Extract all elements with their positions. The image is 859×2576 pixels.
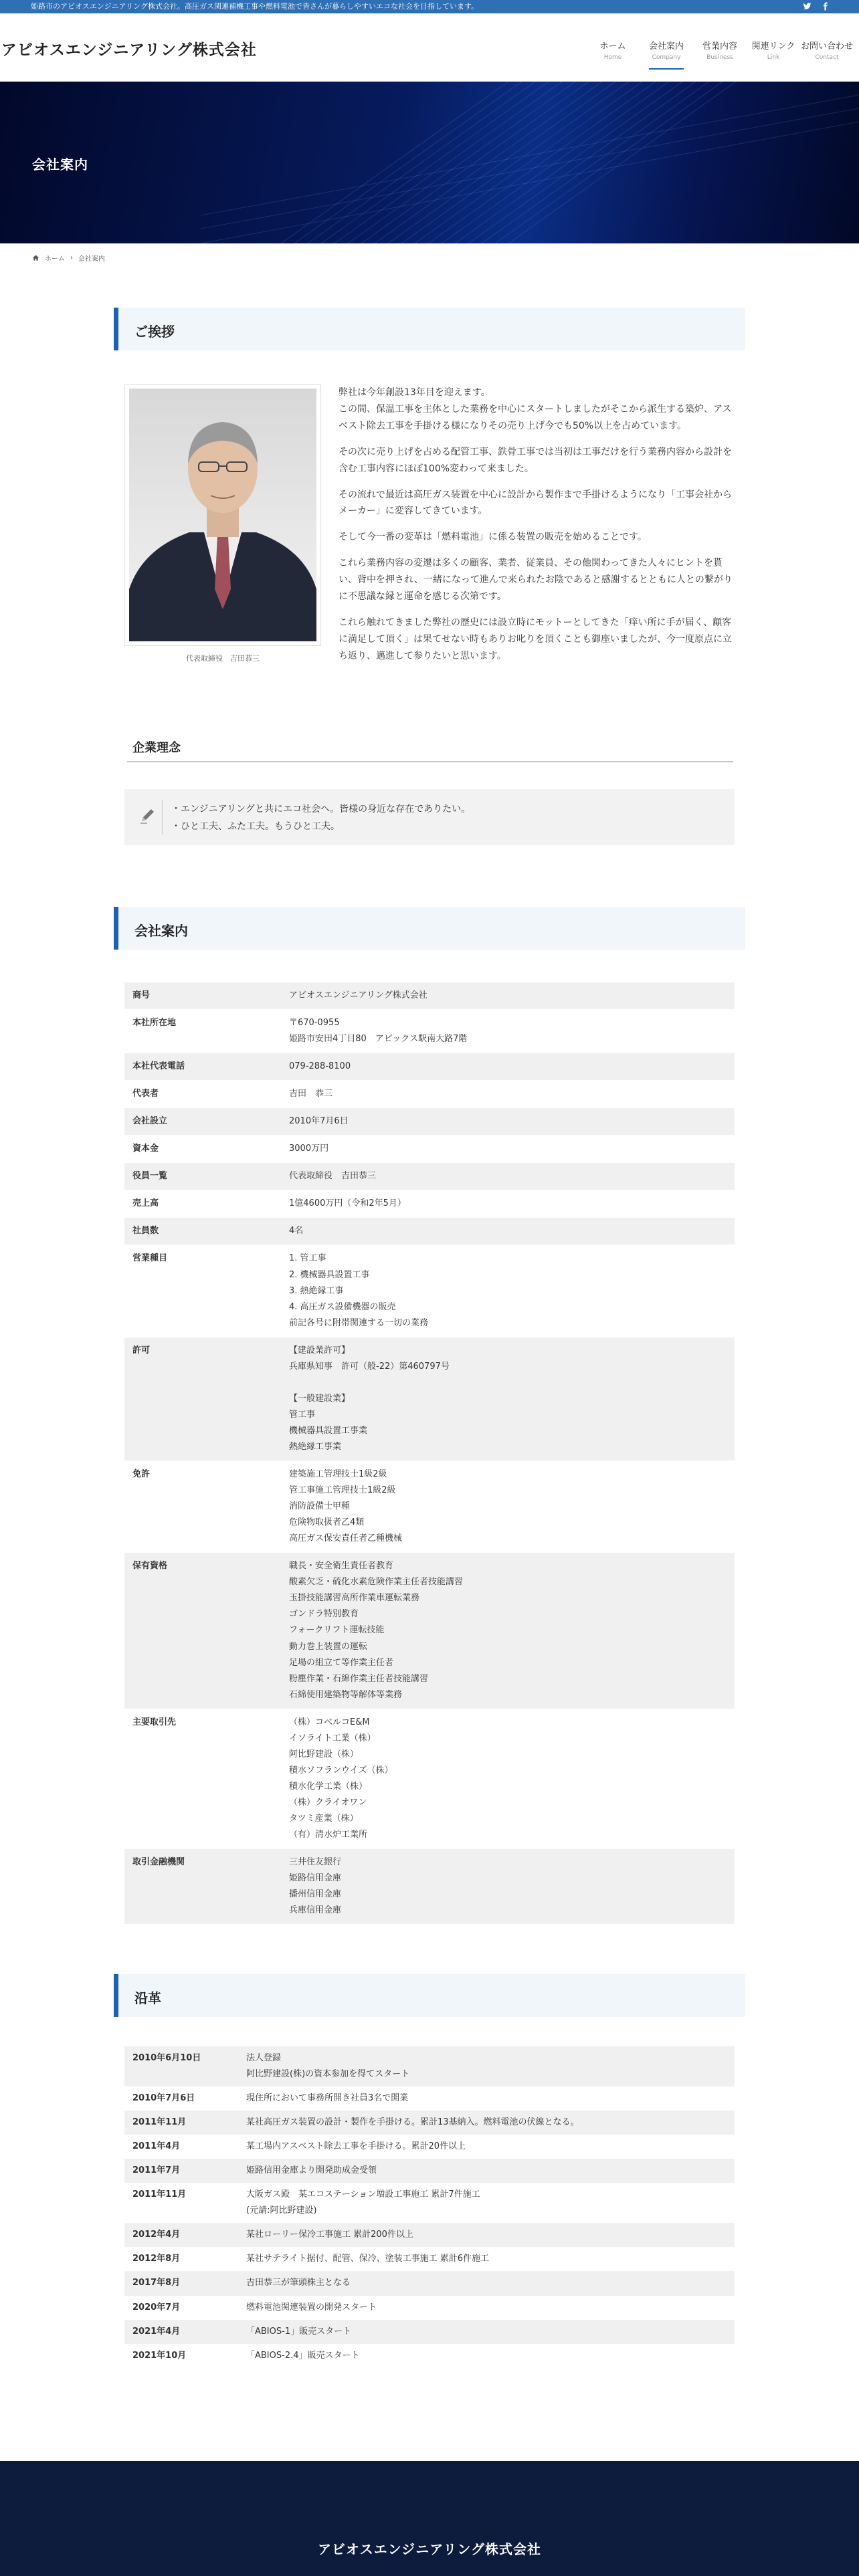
value-line: （株）クライオワン <box>289 1797 367 1808</box>
value-line: 1. 管工事 <box>289 1253 326 1264</box>
value-line: 高圧ガス保安責任者乙種機械 <box>289 1533 403 1544</box>
greeting-paragraph: その次に売り上げを占める配管工事、鉄骨工事では当初は工事だけを行う業務内容から設計を含む工事内容にほぼ100%変わって来ました。 <box>339 446 732 474</box>
row-value <box>238 2111 735 2135</box>
row-value <box>238 2223 735 2247</box>
value-line: 粉塵作業・石綿作業主任者技能講習 <box>289 1673 429 1684</box>
value-line: 兵庫県知事 許可（般-22）第460797号 <box>289 1361 450 1372</box>
value-line: 機械器具設置工事業 <box>289 1425 368 1436</box>
breadcrumb-current: 会社案内 <box>78 255 105 263</box>
value-line: ゴンドラ特別教育 <box>289 1609 359 1620</box>
row-label: 免許 <box>124 1461 281 1553</box>
top-strip <box>0 0 859 13</box>
history-row <box>124 2296 735 2320</box>
subheading-title: 企業理念 <box>132 741 181 755</box>
value-line: 2010年7月6日 <box>289 1116 349 1127</box>
row-value <box>238 2159 735 2183</box>
value-line: 足場の組立て等作業主任者 <box>289 1657 394 1668</box>
value-line: 吉田 恭三 <box>289 1089 333 1099</box>
value-line: （株）コベルコE&M <box>289 1717 370 1727</box>
nav-item-link[interactable] <box>747 39 800 61</box>
nav-sublabel: Link <box>767 54 780 61</box>
history-row <box>124 2086 735 2111</box>
row-value <box>238 2247 735 2271</box>
row-label: 保有資格 <box>124 1553 281 1709</box>
value-line: 某工場内アスベスト除去工事を手掛ける。累計20件以上 <box>246 2141 466 2152</box>
greeting-paragraph: これら触れてきました弊社の歴史には設立時にモットーとしてきた「痒い所に手が届く、顧客に満足して頂く」は果てせない時もありお叱りを頂くことも御座いましたが、今一度原点に立ち返り、邁進して参りたいと思います。 <box>339 617 732 661</box>
row-value <box>238 2344 735 2368</box>
row-value <box>238 2135 735 2159</box>
history-row <box>124 2247 735 2271</box>
row-value <box>281 1108 735 1136</box>
row-label: 2011年11月 <box>124 2111 238 2135</box>
breadcrumb <box>32 253 105 263</box>
row-label: 社員数 <box>124 1218 281 1245</box>
divider <box>162 800 163 835</box>
value-line: 1億4600万円（令和2年5月） <box>289 1198 406 1209</box>
row-value <box>281 1081 735 1108</box>
row-label: 代表者 <box>124 1081 281 1108</box>
row-label: 役員一覧 <box>124 1163 281 1190</box>
nav-label: ホーム <box>599 41 626 51</box>
value-line: 阿比野建設(株)の資本参加を得てスタート <box>246 2069 410 2080</box>
history-row <box>124 2344 735 2368</box>
site-logo[interactable]: アビオスエンジニアリング株式会社 <box>1 41 257 59</box>
company-row <box>124 1136 735 1163</box>
row-value <box>281 1163 735 1190</box>
company-row <box>124 1190 735 1218</box>
company-table <box>124 982 735 1925</box>
value-line: 建築施工管理技士1級2級 <box>289 1469 387 1480</box>
company-row <box>124 1163 735 1190</box>
row-value <box>281 1849 735 1925</box>
row-label: 本社所在地 <box>124 1010 281 1053</box>
row-label: 2021年4月 <box>124 2320 238 2344</box>
nav-item-home[interactable] <box>586 39 640 61</box>
history-row <box>124 2111 735 2135</box>
row-label: 2012年8月 <box>132 2254 181 2264</box>
facebook-icon[interactable] <box>821 2 830 11</box>
row-label: 2020年7月 <box>132 2302 181 2313</box>
value-line: 消防設備士甲種 <box>289 1501 351 1512</box>
row-label: 許可 <box>124 1337 281 1461</box>
company-row <box>124 1108 735 1136</box>
greeting-paragraph: その流れで最近は高圧ガス装置を中心に設計から製作まで手掛けるようになり「工事会社からメーカー」に変容してきています。 <box>339 489 732 517</box>
row-label: 2012年4月 <box>124 2223 238 2247</box>
row-label: 2010年6月10日 <box>124 2046 238 2086</box>
company-row <box>124 1337 735 1461</box>
value-line: 大阪ガス殿 某エコステーション増設工事施工 累計7件施工 <box>246 2189 480 2200</box>
page-hero <box>0 82 859 243</box>
row-value <box>281 1136 735 1163</box>
value-line: 播州信用金庫 <box>289 1889 342 1900</box>
value-line: 3. 熱絶縁工事 <box>289 1285 344 1296</box>
value-line: 姫路信用金庫 <box>289 1873 342 1884</box>
president-photo-frame <box>124 384 321 646</box>
company-row <box>124 1461 735 1553</box>
row-label: 取引金融機関 <box>124 1849 281 1925</box>
history-row <box>124 2223 735 2247</box>
top-strip-text: 姫路市のアビオスエンジニアリング株式会社。高圧ガス関連補機工事や燃料電池で皆さんが暮らしやすいエコな社会を目指しています。 <box>31 2 479 11</box>
value-line: イソライト工業（株） <box>289 1733 376 1743</box>
value-line: 三井住友銀行 <box>289 1857 342 1868</box>
value-line: 「ABIOS-2.4」販売スタート <box>246 2350 360 2361</box>
value-line: 危険物取扱者乙4類 <box>289 1517 365 1528</box>
breadcrumb-home[interactable]: ホーム <box>45 255 65 263</box>
value-line: 〒670-0955 <box>289 1018 340 1029</box>
footer-company-name: アビオスエンジニアリング株式会社 <box>317 2541 542 2557</box>
history-row <box>124 2320 735 2344</box>
value-line: 【建設業許可】 <box>289 1345 351 1356</box>
nav-label: 営業内容 <box>702 41 737 51</box>
main-nav <box>586 39 854 61</box>
value-line: 職長・安全衛生責任者教育 <box>289 1561 394 1572</box>
value-line: 管工事施工管理技士1級2級 <box>289 1485 396 1496</box>
row-label: 本社代表電話 <box>124 1053 281 1081</box>
nav-label: 関連リンク <box>751 41 795 51</box>
site-footer <box>0 2461 859 2576</box>
row-label: 営業種目 <box>124 1245 281 1337</box>
value-line: 法人登録 <box>246 2053 282 2063</box>
row-value <box>281 1190 735 1218</box>
value-line: 代表取締役 吉田恭三 <box>289 1171 377 1182</box>
history-table <box>124 2046 735 2368</box>
value-line: 【一般建設業】 <box>289 1393 351 1404</box>
section-heading-history <box>114 1974 745 2017</box>
home-icon <box>32 254 39 261</box>
row-label: 2011年11月 <box>132 2189 187 2200</box>
philosophy-line: ・ひと工夫、ふた工夫。もうひと工夫。 <box>171 821 340 832</box>
value-line: 熱絶縁工事業 <box>289 1441 342 1452</box>
history-row <box>124 2159 735 2183</box>
value-line: 姫路信用金庫より開発助成金受領 <box>246 2165 377 2176</box>
value-line: 某社サテライト据付、配管、保冷、塗装工事施工 累計6件施工 <box>246 2254 490 2264</box>
value-line: (元請:阿比野建設) <box>246 2206 317 2216</box>
value-line <box>289 1375 727 1391</box>
value-line: 姫路市安田4丁目80 アピックス駅南大路7階 <box>289 1034 468 1045</box>
value-line: フォークリフト運転技能 <box>289 1625 385 1636</box>
value-line: 4名 <box>289 1226 304 1237</box>
row-label: 主要取引先 <box>124 1709 281 1848</box>
row-label: 2011年4月 <box>132 2141 181 2152</box>
history-row <box>124 2183 735 2223</box>
value-line: 玉掛技能講習高所作業車運転業務 <box>289 1593 420 1604</box>
twitter-icon[interactable] <box>803 2 812 11</box>
history-row <box>124 2135 735 2159</box>
section-heading-company <box>114 907 745 950</box>
value-line: 兵庫信用金庫 <box>289 1905 342 1916</box>
section-heading-greeting <box>114 308 745 350</box>
row-value <box>238 2296 735 2320</box>
row-value <box>281 1337 735 1461</box>
value-line: 某社ローリー保冷工事施工 累計200件以上 <box>246 2230 413 2240</box>
president-portrait <box>129 389 316 641</box>
philosophy-lines <box>171 801 470 836</box>
row-value <box>238 2271 735 2295</box>
value-line: タツミ産業（株） <box>289 1813 359 1824</box>
breadcrumb-separator: › <box>70 254 73 261</box>
value-line: 3000万円 <box>289 1144 329 1154</box>
section-title: 会社案内 <box>134 923 188 939</box>
value-line: （有）清水炉工業所 <box>289 1830 368 1840</box>
company-row <box>124 982 735 1010</box>
philosophy-line: ・エンジニアリングと共にエコ社会へ。皆様の身近な存在でありたい。 <box>171 804 471 815</box>
value-line: 石綿使用建築物等解体等業務 <box>289 1689 403 1700</box>
nav-item-company[interactable] <box>640 39 693 61</box>
photo-caption: 代表取締役 吉田恭三 <box>186 654 260 663</box>
company-row <box>124 1553 735 1709</box>
value-line: 動力巻上装置の運転 <box>289 1641 368 1652</box>
value-line: 積水化学工業（株） <box>289 1781 368 1792</box>
subheading-philosophy <box>127 736 733 762</box>
social-links <box>803 0 830 11</box>
philosophy-box <box>124 789 735 845</box>
row-value <box>281 1010 735 1053</box>
row-value <box>281 1053 735 1081</box>
president-photo <box>129 389 316 641</box>
row-value <box>281 1553 735 1709</box>
greeting-paragraph: そして今一番の変革は「燃料電池」に係る装置の販売を始めることです。 <box>339 532 647 543</box>
site-header <box>0 13 859 82</box>
value-line: 4. 高圧ガス設備機器の販売 <box>289 1301 396 1312</box>
value-line: 燃料電池関連装置の開発スタート <box>246 2302 377 2313</box>
company-row <box>124 1709 735 1848</box>
company-row <box>124 1053 735 1081</box>
row-label: 2010年7月6日 <box>132 2093 195 2104</box>
company-row <box>124 1849 735 1925</box>
hero-decoration <box>0 82 859 243</box>
value-line: 現住所において事務所開き社員3名で開業 <box>246 2093 409 2104</box>
company-row <box>124 1010 735 1053</box>
value-line: アビオスエンジニアリング株式会社 <box>289 990 427 1000</box>
row-label: 2017年8月 <box>124 2271 238 2295</box>
greeting-paragraph: これら業務内容の変遷は多くの顧客、業者、従業員、その他関わってきた人々にヒントを貰い、背中を押され、一緒になって進んで来られたお陰であると感謝するとともに人との繋がりに不思議な縁と運命を感じる次第です。 <box>339 558 733 603</box>
nav-sublabel: Company <box>652 54 681 61</box>
row-label: 2011年7月 <box>124 2159 238 2183</box>
row-value <box>238 2046 735 2086</box>
row-label: 会社設立 <box>124 1108 281 1136</box>
history-row <box>124 2271 735 2295</box>
company-row <box>124 1245 735 1337</box>
row-value <box>238 2320 735 2344</box>
value-line: 2. 機械器具設置工事 <box>289 1269 370 1280</box>
value-line: 積水ソフランウイズ（株） <box>289 1765 393 1776</box>
value-line: 管工事 <box>289 1409 316 1420</box>
row-value <box>281 1709 735 1848</box>
greeting-text <box>339 385 737 674</box>
pen-icon <box>136 805 158 827</box>
value-line: 「ABIOS-1」販売スタート <box>246 2326 352 2337</box>
history-row <box>124 2046 735 2086</box>
row-value <box>238 2183 735 2223</box>
value-line: 前記各号に附帯関連する一切の業務 <box>289 1317 429 1328</box>
company-row <box>124 1081 735 1108</box>
value-line: 079-288-8100 <box>289 1061 351 1072</box>
row-value <box>281 1461 735 1553</box>
page-title: 会社案内 <box>32 156 88 173</box>
value-line: 吉田恭三が筆頭株主となる <box>246 2278 351 2288</box>
nav-item-business[interactable] <box>693 39 747 61</box>
nav-item-contact[interactable] <box>800 39 854 61</box>
value-line: 酸素欠乏・硫化水素危険作業主任者技能講習 <box>289 1577 464 1588</box>
row-value <box>281 1218 735 1245</box>
section-title: 沿革 <box>134 1990 161 2006</box>
row-value <box>281 1245 735 1337</box>
nav-sublabel: Home <box>603 54 622 61</box>
nav-label: お問い合わせ <box>800 41 853 51</box>
row-value <box>238 2086 735 2111</box>
row-label: 2021年10月 <box>132 2350 187 2361</box>
section-title: ご挨拶 <box>134 324 175 340</box>
row-label: 商号 <box>124 982 281 1010</box>
value-line: 某社高圧ガス装置の設計・製作を手掛ける。累計13基納入。燃料電池の伏線となる。 <box>246 2117 579 2128</box>
row-value <box>281 982 735 1010</box>
row-label: 売上高 <box>124 1190 281 1218</box>
nav-label: 会社案内 <box>648 41 684 51</box>
value-line: 阿比野建設（株） <box>289 1749 359 1759</box>
company-row <box>124 1218 735 1245</box>
nav-sublabel: Contact <box>815 54 839 61</box>
nav-sublabel: Business <box>706 54 733 61</box>
greeting-paragraph: 弊社は今年創設13年目を迎えます。 この間、保温工事を主体とした業務を中心にスタートしましたがそこから派生する築炉、アスベスト除去工事を手掛ける様になりその売り上げ今でも50%以上を占めています。 <box>339 387 732 431</box>
row-label: 資本金 <box>124 1136 281 1163</box>
